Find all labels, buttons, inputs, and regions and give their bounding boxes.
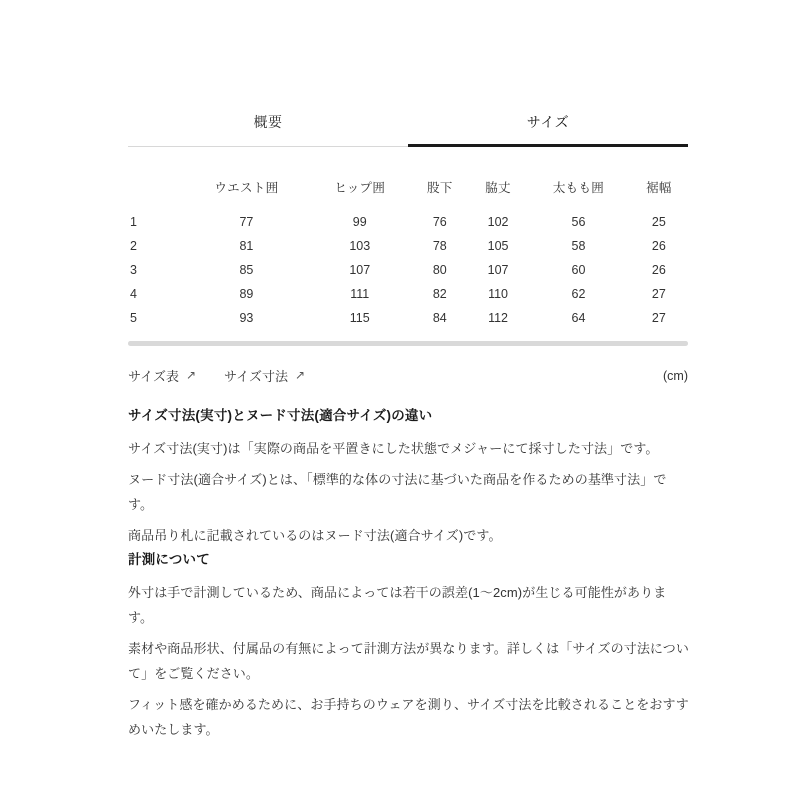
cell-hip: 115 [349,311,370,325]
cell-sidelength: 110 [488,287,509,301]
section-size-definitions [128,404,690,554]
link-size-measurements-label: サイズ寸法 [224,369,288,384]
row-size-label: 3 [130,263,137,277]
cell-hip: 107 [349,263,371,277]
column-header-thigh: 太もも囲 [552,181,605,195]
cell-sidelength: 102 [487,215,509,229]
size-table [128,170,688,334]
cell-waist: 85 [239,263,254,277]
cell-hemwidth: 25 [651,215,666,229]
cell-inseam: 82 [432,287,447,301]
paragraph: ヌード寸法(適合サイズ)とは、「標準的な体の寸法に基づいた商品を作るための基準寸法」です。 [128,472,667,512]
link-size-chart-label: サイズ表 [128,369,179,384]
cell-thigh: 64 [571,311,586,325]
paragraph: 素材や商品形状、付属品の有無によって計測方法が異なります。詳しくは「サイズの寸法について」をご覧ください。 [128,641,689,681]
size-links-row [128,366,688,385]
cell-hemwidth: 26 [651,263,666,277]
section-title: 計測について [128,552,210,567]
column-header-sidelength: 脇丈 [485,181,511,195]
cell-hip: 111 [350,287,370,301]
cell-thigh: 56 [571,215,586,229]
row-size-label: 2 [130,239,137,253]
cell-hemwidth: 27 [651,311,666,325]
size-table-head [128,170,688,210]
cell-waist: 89 [239,287,254,301]
cell-sidelength: 112 [488,311,509,325]
paragraph: 外寸は手で計測しているため、商品によっては若干の誤差(1〜2cm)が生じる可能性があります。 [128,585,667,625]
cell-waist: 93 [239,311,254,325]
column-header-waist: ウエスト囲 [214,181,279,195]
table-row [128,306,688,334]
row-size-label: 1 [130,215,137,229]
row-size-label: 4 [130,287,137,301]
size-table-body [128,210,688,334]
column-header-hemwidth: 裾幅 [646,181,672,195]
paragraph: 商品吊り札に記載されているのはヌード寸法(適合サイズ)です。 [128,528,502,543]
size-table-header-row [128,170,688,210]
table-scrollbar[interactable] [128,341,688,346]
cell-inseam: 78 [432,239,447,253]
cell-inseam: 84 [432,311,447,325]
table-row [128,258,688,282]
cell-inseam: 76 [432,215,447,229]
cell-thigh: 60 [571,263,586,277]
cell-hemwidth: 26 [651,239,666,253]
cell-thigh: 58 [571,239,586,253]
cell-hip: 103 [349,239,371,253]
table-row [128,234,688,258]
link-size-measurements[interactable] [224,366,305,385]
unit-label: (cm) [663,368,688,383]
arrow-up-right-icon: ↗ [185,367,197,382]
paragraph: サイズ寸法(実寸)は「実際の商品を平置きにした状態でメジャーにて採寸した寸法」です。 [128,441,659,456]
tab-bar [128,112,688,147]
link-size-chart[interactable] [128,366,196,385]
paragraph: フィット感を確かめるために、お手持ちのウェアを測り、サイズ寸法を比較されることをおすすめいたします。 [128,697,689,737]
table-row [128,210,688,234]
tab-size[interactable]: サイズ [408,112,688,147]
column-header-hip: ヒップ囲 [334,181,386,195]
cell-waist: 77 [239,215,254,229]
cell-thigh: 62 [571,287,586,301]
cell-inseam: 80 [432,263,447,277]
section-title: サイズ寸法(実寸)とヌード寸法(適合サイズ)の違い [128,408,433,423]
tab-overview[interactable]: 概要 [128,112,408,147]
table-row [128,282,688,306]
cell-hip: 99 [352,215,367,229]
cell-waist: 81 [239,239,254,253]
column-header-size [128,170,184,210]
arrow-up-right-icon: ↗ [295,367,306,382]
row-size-label: 5 [130,311,137,325]
section-measurement-notes [128,548,690,748]
table-scrollbar-thumb[interactable] [128,341,688,346]
column-header-inseam: 股下 [427,181,453,195]
cell-hemwidth: 27 [651,287,666,301]
cell-sidelength: 107 [487,263,509,277]
cell-sidelength: 105 [487,239,509,253]
